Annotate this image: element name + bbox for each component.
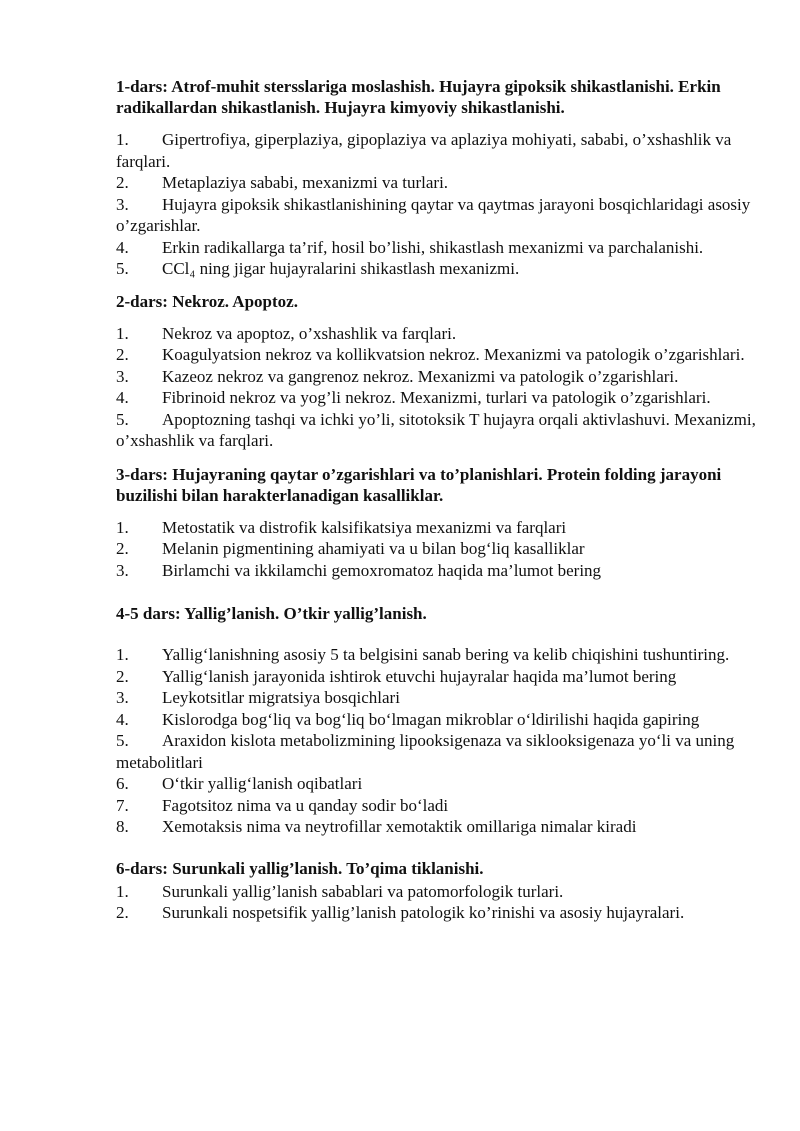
item-number: 1. — [116, 517, 129, 537]
item-number: 2. — [116, 173, 129, 192]
item-number: 2. — [116, 345, 129, 364]
lesson-section-1 — [116, 76, 756, 280]
question-list — [116, 517, 756, 582]
item-text: Melanin pigmentining ahamiyati va u bilan bog‘liq kasalliklar — [162, 539, 585, 558]
item-number: 1. — [116, 130, 129, 149]
lesson-title: 2-dars: Nekroz. Apoptoz. — [116, 291, 298, 311]
list-item — [116, 816, 756, 838]
item-number: 8. — [116, 817, 129, 836]
lesson-section-3 — [116, 464, 756, 582]
list-item — [116, 881, 756, 903]
list-item — [116, 258, 756, 280]
lesson-section-6 — [116, 858, 756, 924]
question-list — [116, 881, 756, 924]
item-number: 2. — [116, 539, 129, 558]
item-text: Metostatik va distrofik kalsifikatsiya mexanizmi va farqlari — [162, 517, 567, 537]
list-item — [116, 730, 756, 773]
item-text: Gipertrofiya, giperplaziya, gipoplaziya va aplaziya mohiyati, sababi, o’xshashlik va farqlari. — [116, 130, 732, 171]
item-number: 4. — [116, 237, 129, 257]
item-text: Yallig‘lanish jarayonida ishtirok etuvchi hujayralar haqida ma’lumot bering — [162, 666, 677, 686]
item-text: Birlamchi va ikkilamchi gemoxromatoz haqida ma’lumot bering — [162, 560, 602, 580]
item-number: 1. — [116, 645, 129, 664]
question-list — [116, 644, 756, 838]
list-item — [116, 773, 756, 795]
item-number: 2. — [116, 903, 129, 922]
list-item — [116, 387, 756, 409]
list-item — [116, 129, 756, 172]
item-number: 5. — [116, 731, 129, 750]
item-text: Fagotsitoz nima va u qanday sodir bo‘ladi — [162, 795, 449, 815]
item-number: 1. — [116, 323, 129, 343]
item-number: 5. — [116, 409, 129, 429]
item-text: Fibrinoid nekroz va yog’li nekroz. Mexanizmi, turlari va patologik o’zgarishlari. — [162, 388, 711, 407]
item-text: O‘tkir yallig‘lanish oqibatlari — [162, 774, 363, 793]
item-number: 1. — [116, 881, 129, 901]
item-text: Erkin radikallarga ta’rif, hosil bo’lishi, shikastlash mexanizmi va parchalanishi. — [162, 237, 704, 257]
item-number: 3. — [116, 688, 129, 707]
list-item — [116, 666, 756, 688]
document-page — [116, 76, 756, 924]
lesson-title: 4-5 dars: Yallig’lanish. O’tkir yallig’lanish. — [116, 604, 427, 623]
item-text: Kislorodga bog‘liq va bog‘liq bo‘lmagan mikroblar o‘ldirilishi haqida gapiring — [162, 709, 700, 729]
question-list — [116, 129, 756, 280]
list-item — [116, 644, 756, 666]
list-item — [116, 237, 756, 259]
item-number: 3. — [116, 194, 129, 214]
list-item — [116, 517, 756, 539]
lesson-title: 1-dars: Atrof-muhit stersslariga moslashish. Hujayra gipoksik shikastlanishi. Erkin radikallardan shikastlanish. Hujayra kimyoviy shikastlanishi. — [116, 77, 721, 117]
item-text: Hujayra gipoksik shikastlanishining qaytar va qaytmas jarayoni bosqichlaridagi asosiy o’zgarishlar. — [116, 194, 751, 235]
list-item — [116, 795, 756, 817]
item-number: 3. — [116, 366, 129, 386]
item-number: 5. — [116, 259, 129, 278]
question-list — [116, 323, 756, 452]
lesson-section-2 — [116, 291, 756, 452]
item-text: Kazeoz nekroz va gangrenoz nekroz. Mexanizmi va patologik o’zgarishlari. — [162, 366, 679, 386]
item-text: Surunkali nospetsifik yallig’lanish patologik ko’rinishi va asosiy hujayralari. — [162, 903, 685, 922]
list-item — [116, 409, 756, 452]
item-number: 7. — [116, 795, 129, 815]
list-item — [116, 560, 756, 582]
lesson-title: 3-dars: Hujayraning qaytar o’zgarishlari va to’planishlari. Protein folding jarayoni buzilishi bilan harakterlanadigan kasalliklar. — [116, 464, 722, 505]
lesson-section-4-5 — [116, 603, 756, 838]
list-item — [116, 344, 756, 366]
item-text: Araxidon kislota metabolizmining lipooksigenaza va siklooksigenaza yo‘li va uning metabolitlari — [116, 731, 735, 772]
item-number: 4. — [116, 388, 129, 407]
list-item — [116, 538, 756, 560]
item-text: CCl₄ ning jigar hujayralarini shikastlash mexanizmi. — [162, 259, 520, 278]
item-text: Nekroz va apoptoz, o’xshashlik va farqlari. — [162, 323, 457, 343]
item-number: 6. — [116, 774, 129, 793]
item-number: 4. — [116, 709, 129, 729]
item-text: Surunkali yallig’lanish sabablari va patomorfologik turlari. — [162, 881, 564, 901]
item-text: Koagulyatsion nekroz va kollikvatsion nekroz. Mexanizmi va patologik o’zgarishlari. — [162, 345, 745, 364]
list-item — [116, 709, 756, 731]
list-item — [116, 687, 756, 709]
item-number: 3. — [116, 560, 129, 580]
list-item — [116, 323, 756, 345]
list-item — [116, 902, 756, 924]
item-text: Yallig‘lanishning asosiy 5 ta belgisini sanab bering va kelib chiqishini tushuntiring. — [162, 645, 730, 664]
item-text: Metaplaziya sababi, mexanizmi va turlari. — [162, 173, 449, 192]
item-text: Apoptozning tashqi va ichki yo’li, sitotoksik T hujayra orqali aktivlashuvi. Mexanizmi, o’xshashlik va farqlari. — [116, 409, 756, 450]
list-item — [116, 172, 756, 194]
list-item — [116, 194, 756, 237]
list-item — [116, 366, 756, 388]
lesson-title: 6-dars: Surunkali yallig’lanish. To’qima tiklanishi. — [116, 858, 484, 878]
item-text: Leykotsitlar migratsiya bosqichlari — [162, 688, 400, 707]
item-text: Xemotaksis nima va neytrofillar xemotaktik omillariga nimalar kiradi — [162, 817, 637, 836]
item-number: 2. — [116, 666, 129, 686]
